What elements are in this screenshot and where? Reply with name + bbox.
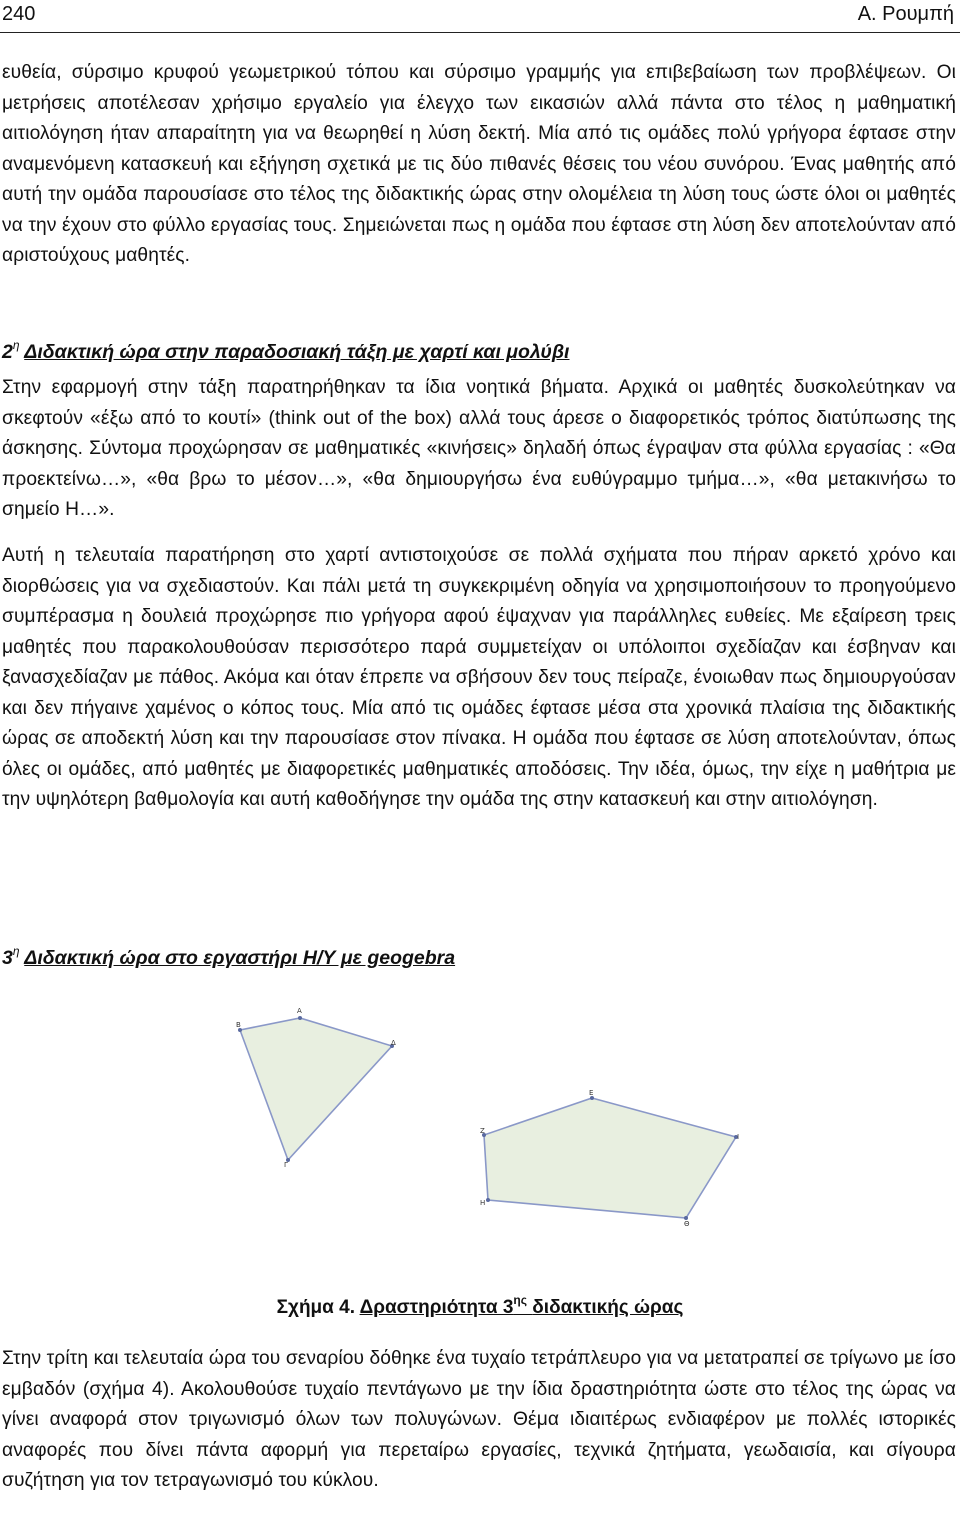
vertex-label: B <box>236 1021 241 1029</box>
paragraph-2: Στην εφαρμογή στην τάξη παρατηρήθηκαν τα ίδια νοητικά βήματα. Αρχικά οι μαθητές δυσκολεύτηκαν να σκεφτούν «έξω από το κουτί» (think out of the box) αλλά τους άρεσε ο διαφορετικός τρόπος διατύπωσης της άσκησης. Σύντομα προχώρησαν σε μαθηματικές «κινήσεις» δηλαδή όπως έγραψαν στα φύλλα εργασίας : «Θα προεκτείνω…», «θα βρω το μέσον…», «θα δημιουργήσω ένα ευθύγραμμο τμήμα…», «θα μετακινήσω το σημείο Η…». <box>2 377 956 520</box>
heading-number: 3 <box>2 947 13 969</box>
paragraph-1: ευθεία, σύρσιμο κρυφού γεωμετρικού τόπου και σύρσιμο γραμμής για επιβεβαίωση των προβλέψεων. Οι μετρήσεις αποτέλεσαν χρήσιμο εργαλείο για έλεγχο των εικασιών αλλά πάντα στο τέλος η μαθηματική αιτιολόγηση ήταν απαραίτητη για να θεωρηθεί η λύση δεκτή. Μία από τις ομάδες πολύ γρήγορα έφτασε στην αναμενόμενη κατασκευή και εξήγηση σχετικά με τις δύο πιθανές θέσεις του νέου συνόρου. Ένας μαθητής από αυτή την ομάδα παρουσίασε στο τέλος της διδακτικής ώρας στην ολομέλεια τη λύση τους ώστε όλοι οι μαθητές να την έχουν στο φύλλο εργασίας τους. Σημειώνεται πως η ομάδα που έφτασε στη λύση δεν αποτελούνταν από αριστούχους μαθητές. <box>2 62 956 266</box>
heading-title: Διδακτική ώρα στην παραδοσιακή τάξη με χαρτί και μολύβι <box>24 341 570 363</box>
quadrilateral-shape <box>240 1018 392 1160</box>
polygon-figure <box>0 990 960 1255</box>
heading-title: Διδακτική ώρα στο εργαστήρι Η/Υ με geogebra <box>24 947 456 969</box>
caption-prefix: Σχήμα 4. <box>276 1297 355 1318</box>
vertex-label: A <box>297 1007 302 1015</box>
vertex-label: Γ <box>284 1161 288 1169</box>
vertex-label: E <box>589 1089 594 1097</box>
section-heading-3 <box>2 936 956 973</box>
quadrilateral <box>236 1007 396 1169</box>
caption-main: Δραστηριότητα 3 <box>359 1297 514 1318</box>
section-heading-2 <box>2 330 956 367</box>
vertex-point <box>486 1198 490 1202</box>
heading-ordinal: η <box>12 338 20 352</box>
vertex-label: Θ <box>684 1220 690 1228</box>
pentagon-shape <box>484 1098 736 1218</box>
vertex-label: H <box>480 1199 486 1207</box>
pentagon <box>480 1089 739 1228</box>
vertex-point <box>298 1016 302 1020</box>
caption-ordinal: ης <box>513 1293 527 1307</box>
vertex-label: Δ <box>391 1039 396 1047</box>
caption-suffix: διδακτικής ώρας <box>532 1297 684 1318</box>
vertex-label: I <box>737 1133 740 1141</box>
heading-ordinal: η <box>12 944 20 958</box>
author-name: Α. Ρουμπή <box>857 3 954 25</box>
caption-title <box>359 1293 684 1318</box>
figure-caption <box>0 1286 960 1322</box>
vertex-label: Z <box>480 1127 485 1135</box>
running-header <box>0 0 960 33</box>
heading-number: 2 <box>2 341 13 363</box>
paragraph-4: Στην τρίτη και τελευταία ώρα του σεναρίου δόθηκε ένα τυχαίο τετράπλευρο για να μετατραπεί σε τρίγωνο με ίσο εμβαδόν (σχήμα 4). Ακολουθούσε τυχαίο πεντάγωνο με την ίδια δραστηριότητα ώστε στο τέλος της ώρας να γίνει αναφορά στον τριγωνισμό όλων των πολυγώνων. Θέμα ιδιαιτέρως ενδιαφέρον με πολλές ιστορικές αναφορές που δίνει πάντα αφορμή για περεταίρω εργασίες, τεχνικά ζητήματα, γεωδαισία, και σίγουρα συζήτηση για τον τετραγωνισμό του κύκλου. <box>2 1348 956 1491</box>
page-number: 240 <box>2 3 36 25</box>
paragraph-3: Αυτή η τελευταία παρατήρηση στο χαρτί αντιστοιχούσε σε πολλά σχήματα που πήραν αρκετό χρόνο και διορθώσεις για να σχεδιαστούν. Και πάλι μετά τη συγκεκριμένη οδηγία να χρησιμοποιήσουν το προηγούμενο συμπέρασμα η δουλειά προχώρησε πιο γρήγορα αφού έψαχναν για παράλληλες ευθείες. Με εξαίρεση τρεις μαθητές που παρακολουθούσαν περισσότερο παρά συμμετείχαν οι υπόλοιποι σχεδίαζαν και έσβηναν και ξανασχεδίαζαν με πάθος. Ακόμα και όταν έπρεπε να σβήσουν δεν τους πείραζε, ένοιωθαν πως δημιουργούσαν και δεν πήγαινε χαμένος ο κόπος τους. Μία από τις ομάδες έφτασε μέσα στα χρονικά πλαίσια της διδακτικής ώρας σε αποδεκτή λύση και την παρουσίασε στον πίνακα. Η ομάδα που έφτασε σε λύση αποτελούνταν, όπως όλες οι ομάδες, από μαθητές με διαφορετικές μαθηματικές αποδόσεις. Την ιδέα, όμως, την είχε η μαθήτρια με την υψηλότερη βαθμολογία και αυτή καθοδήγησε την ομάδα της στην κατασκευή και στην αιτιολόγηση. <box>2 545 956 810</box>
